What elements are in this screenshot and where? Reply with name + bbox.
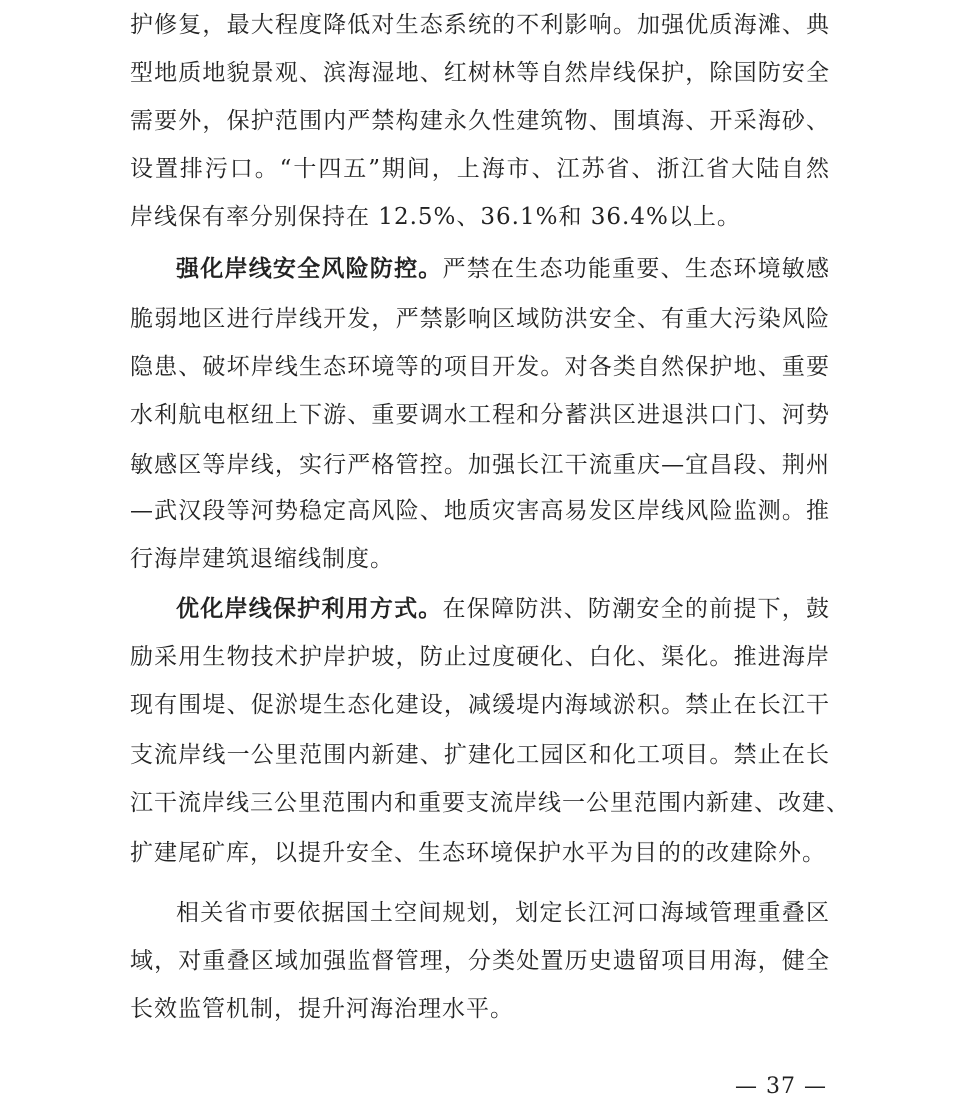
page-number: — 37 — xyxy=(735,1074,827,1099)
p4-line-1: 相关省市要依据国土空间规划，划定长江河口海域管理重叠区 xyxy=(176,900,830,926)
p4-line-3: 长效监管机制，提升河海治理水平。 xyxy=(130,996,514,1022)
p2-line-6: —武汉段等河势稳定高风险、地质灾害高易发区岸线风险监测。推 xyxy=(130,498,830,524)
p3-line-6: 扩建尾矿库，以提升安全、生态环境保护水平为目的的改建除外。 xyxy=(130,840,826,866)
p1-line-3: 需要外，保护范围内严禁构建永久性建筑物、围填海、开采海砂、 xyxy=(130,108,830,134)
p2-line-2: 脆弱地区进行岸线开发，严禁影响区域防洪安全、有重大污染风险 xyxy=(130,306,830,332)
p3-line-3: 现有围堤、促淤堤生态化建设，减缓堤内海域淤积。禁止在长江干 xyxy=(130,692,830,718)
p3-line-5: 江干流岸线三公里范围内和重要支流岸线一公里范围内新建、改建、 xyxy=(130,790,850,816)
p1-line-2: 型地质地貌景观、滨海湿地、红树林等自然岸线保护，除国防安全 xyxy=(130,60,830,86)
p2-line-1 xyxy=(176,254,830,284)
p3-heading: 优化岸线保护利用方式。 xyxy=(176,595,443,622)
p1-line-4: 设置排污口。“十四五”期间，上海市、江苏省、浙江省大陆自然 xyxy=(130,156,830,182)
p2-first-rest: 严禁在生态功能重要、生态环境敏感 xyxy=(442,256,831,282)
p2-line-3: 隐患、破坏岸线生态环境等的项目开发。对各类自然保护地、重要 xyxy=(130,354,830,380)
p3-first-rest: 在保障防洪、防潮安全的前提下，鼓 xyxy=(442,596,831,622)
p2-line-7: 行海岸建筑退缩线制度。 xyxy=(130,546,394,572)
p2-line-4: 水利航电枢纽上下游、重要调水工程和分蓄洪区进退洪口门、河势 xyxy=(130,402,830,428)
p3-line-4: 支流岸线一公里范围内新建、扩建化工园区和化工项目。禁止在长 xyxy=(130,742,830,768)
p2-line-5: 敏感区等岸线，实行严格管控。加强长江干流重庆—宜昌段、荆州 xyxy=(130,452,830,478)
p3-line-2: 励采用生物技术护岸护坡，防止过度硬化、白化、渠化。推进海岸 xyxy=(130,644,830,670)
p2-heading: 强化岸线安全风险防控。 xyxy=(176,255,443,282)
p1-line-5: 岸线保有率分别保持在 12.5%、36.1%和 36.4%以上。 xyxy=(130,204,741,230)
p4-line-2: 域，对重叠区域加强监督管理，分类处置历史遗留项目用海，健全 xyxy=(130,948,830,974)
p3-line-1 xyxy=(176,594,830,624)
p1-line-1: 护修复，最大程度降低对生态系统的不利影响。加强优质海滩、典 xyxy=(130,12,830,38)
